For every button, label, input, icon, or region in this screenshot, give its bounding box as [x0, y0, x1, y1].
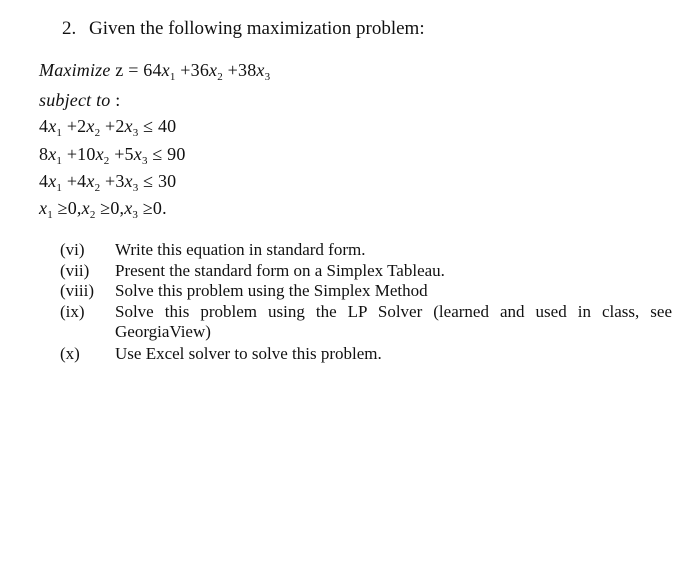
- question-prompt: Given the following maximization problem:: [89, 18, 425, 39]
- task-list: [60, 240, 672, 364]
- objective-term: $+36x_2$: [180, 60, 223, 83]
- list-item: [60, 302, 672, 343]
- nonnegativity-constraints: $x_1 \ge 0,x_2 \ge 0,x_3 \ge 0$.: [39, 198, 167, 221]
- list-item: [60, 240, 672, 261]
- task-numeral: (viii): [60, 281, 94, 300]
- constraint-2: $8x_1 +10x_2 +5x_3 \le 90$: [39, 144, 186, 167]
- question-number: 2.: [62, 18, 77, 39]
- task-numeral: (vi): [60, 240, 85, 259]
- task-numeral: (x): [60, 343, 80, 363]
- constraint-3: $4x_1 +4x_2 +3x_3 \le 30$: [39, 171, 177, 194]
- constraint-1: $4x_1 +2x_2 +2x_3 \le 40$: [39, 116, 177, 139]
- task-text: Use Excel solver to solve this problem.: [115, 343, 382, 363]
- task-numeral: (vii): [60, 260, 90, 280]
- list-item: [60, 261, 672, 282]
- task-text: Write this equation in standard form.: [115, 240, 366, 259]
- task-text: Solve this problem using the Simplex Method: [115, 281, 428, 300]
- list-item: [60, 281, 672, 302]
- question-heading: [62, 18, 425, 40]
- task-numeral: (ix): [60, 301, 85, 321]
- objective-equals: =: [128, 60, 139, 80]
- objective-term: $+38x_3$: [227, 60, 271, 83]
- objective-term: $64x_1$: [143, 60, 176, 83]
- task-text: Present the standard form on a Simplex Tableau.: [115, 260, 445, 280]
- subject-to-label: subject to :: [39, 90, 121, 110]
- objective-function: [39, 60, 270, 81]
- objective-lhs: z: [115, 60, 124, 80]
- task-text: Solve this problem using the LP Solver (learned and used in class, see GeorgiaView): [115, 301, 672, 341]
- objective-label: Maximize: [39, 60, 111, 80]
- list-item: [60, 344, 672, 365]
